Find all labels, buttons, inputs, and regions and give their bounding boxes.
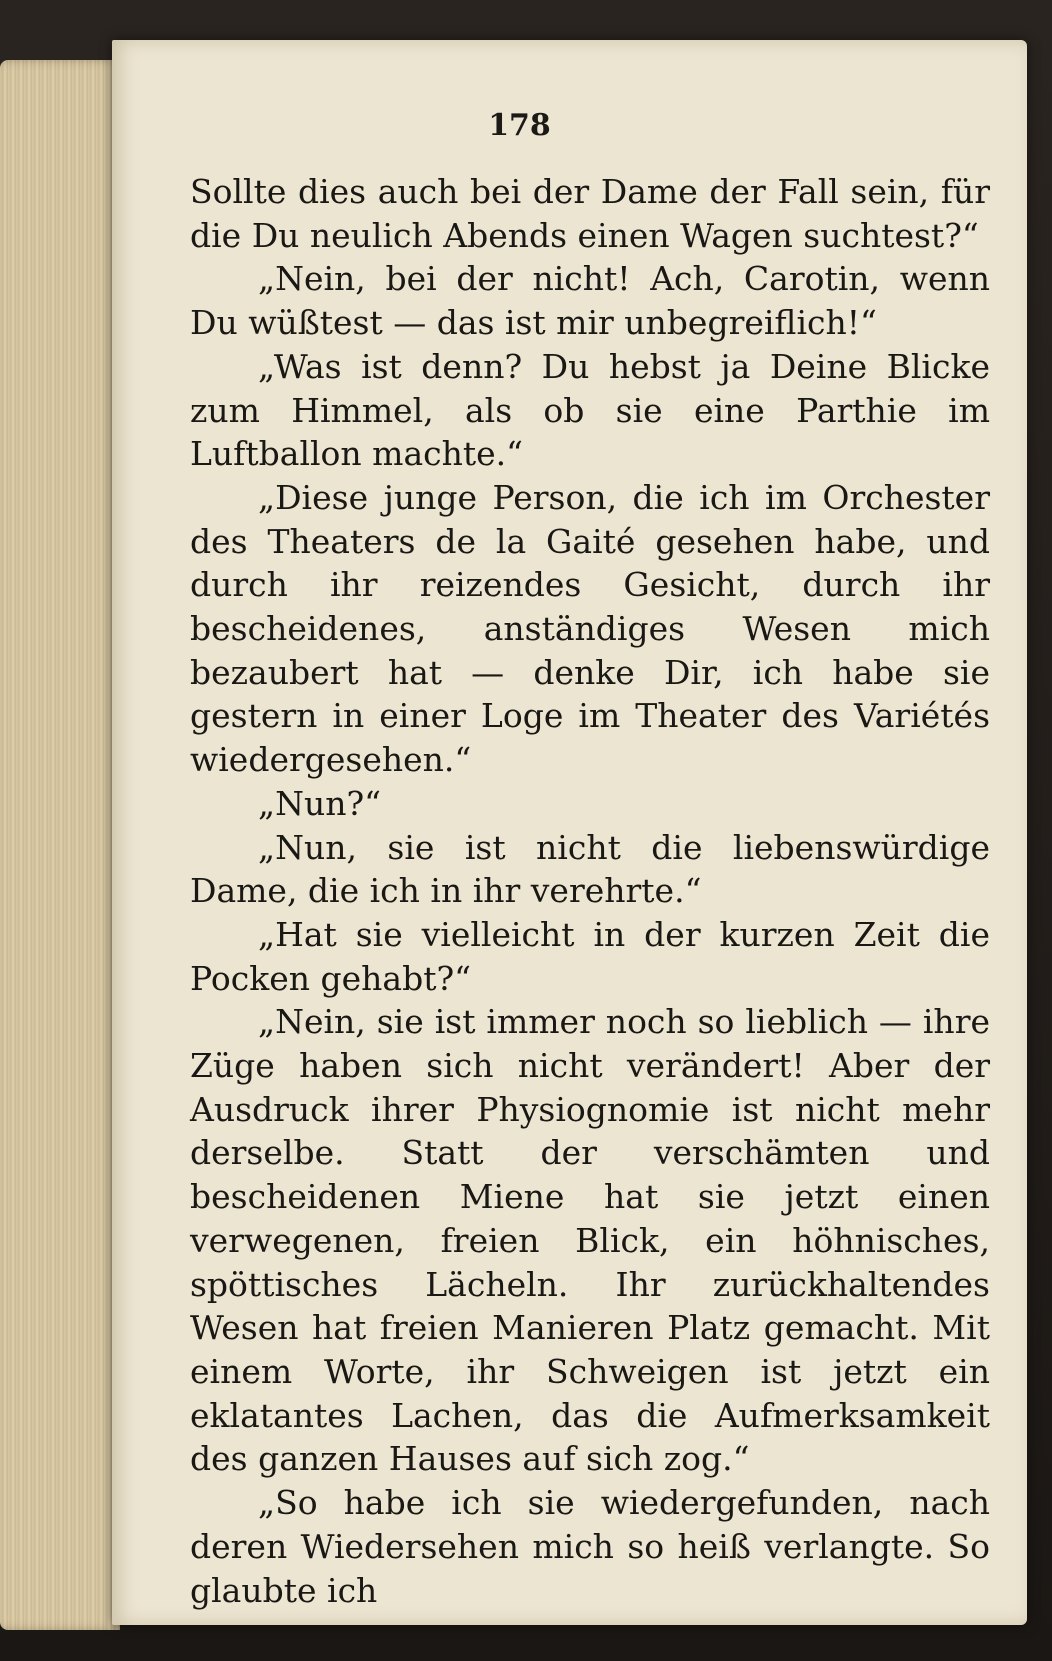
- paragraph: „Nun?“: [258, 783, 382, 823]
- paragraph: „Hat sie vielleicht in der kurzen Zeit die Pocken gehabt?“: [190, 914, 990, 998]
- book-page-edges: [0, 60, 120, 1630]
- page-number: 178: [488, 108, 551, 143]
- paragraph: „Nein, sie ist immer noch so lieblich — ihre Züge haben sich nicht verändert! Aber der Ausdruck ihrer Physiognomie ist nicht mehr derselbe. Statt der verschämten und bescheidenen Miene hat sie jetzt einen verwegenen, freien Blick, ein höhnisches, spöttisches Lächeln. Ihr zurückhaltendes Wesen hat freien Manieren Platz gemacht. Mit einem Worte, ihr Schweigen ist jetzt ein eklatantes Lachen, das die Aufmerksamkeit des ganzen Hauses auf sich zog.“: [190, 1002, 990, 1479]
- paragraph: „So habe ich sie wiedergefunden, nach deren Wiedersehen mich so heiß verlangte. So glaubte ich: [190, 1483, 990, 1610]
- paragraph: „Was ist denn? Du hebst ja Deine Blicke zum Himmel, als ob sie eine Parthie im Luftballon machte.“: [190, 346, 990, 474]
- paragraph: „Diese junge Person, die ich im Orchester des Theaters de la Gaité gesehen habe, und durch ihr reizendes Gesicht, durch ihr bescheidenes, anständiges Wesen mich bezaubert hat — denke Dir, ich habe sie gestern in einer Loge im Theater des Variétés wiedergesehen.“: [190, 477, 990, 780]
- page-text: [190, 170, 990, 1612]
- book-page: [112, 40, 1027, 1625]
- paragraph: „Nein, bei der nicht! Ach, Carotin, wenn Du wüßtest — das ist mir unbegreiflich!“: [190, 259, 990, 343]
- paragraph: „Nun, sie ist nicht die liebenswürdige Dame, die ich in ihr verehrte.“: [190, 827, 990, 911]
- paragraph: Sollte dies auch bei der Dame der Fall sein, für die Du neulich Abends einen Wagen suchtest?“: [190, 172, 990, 255]
